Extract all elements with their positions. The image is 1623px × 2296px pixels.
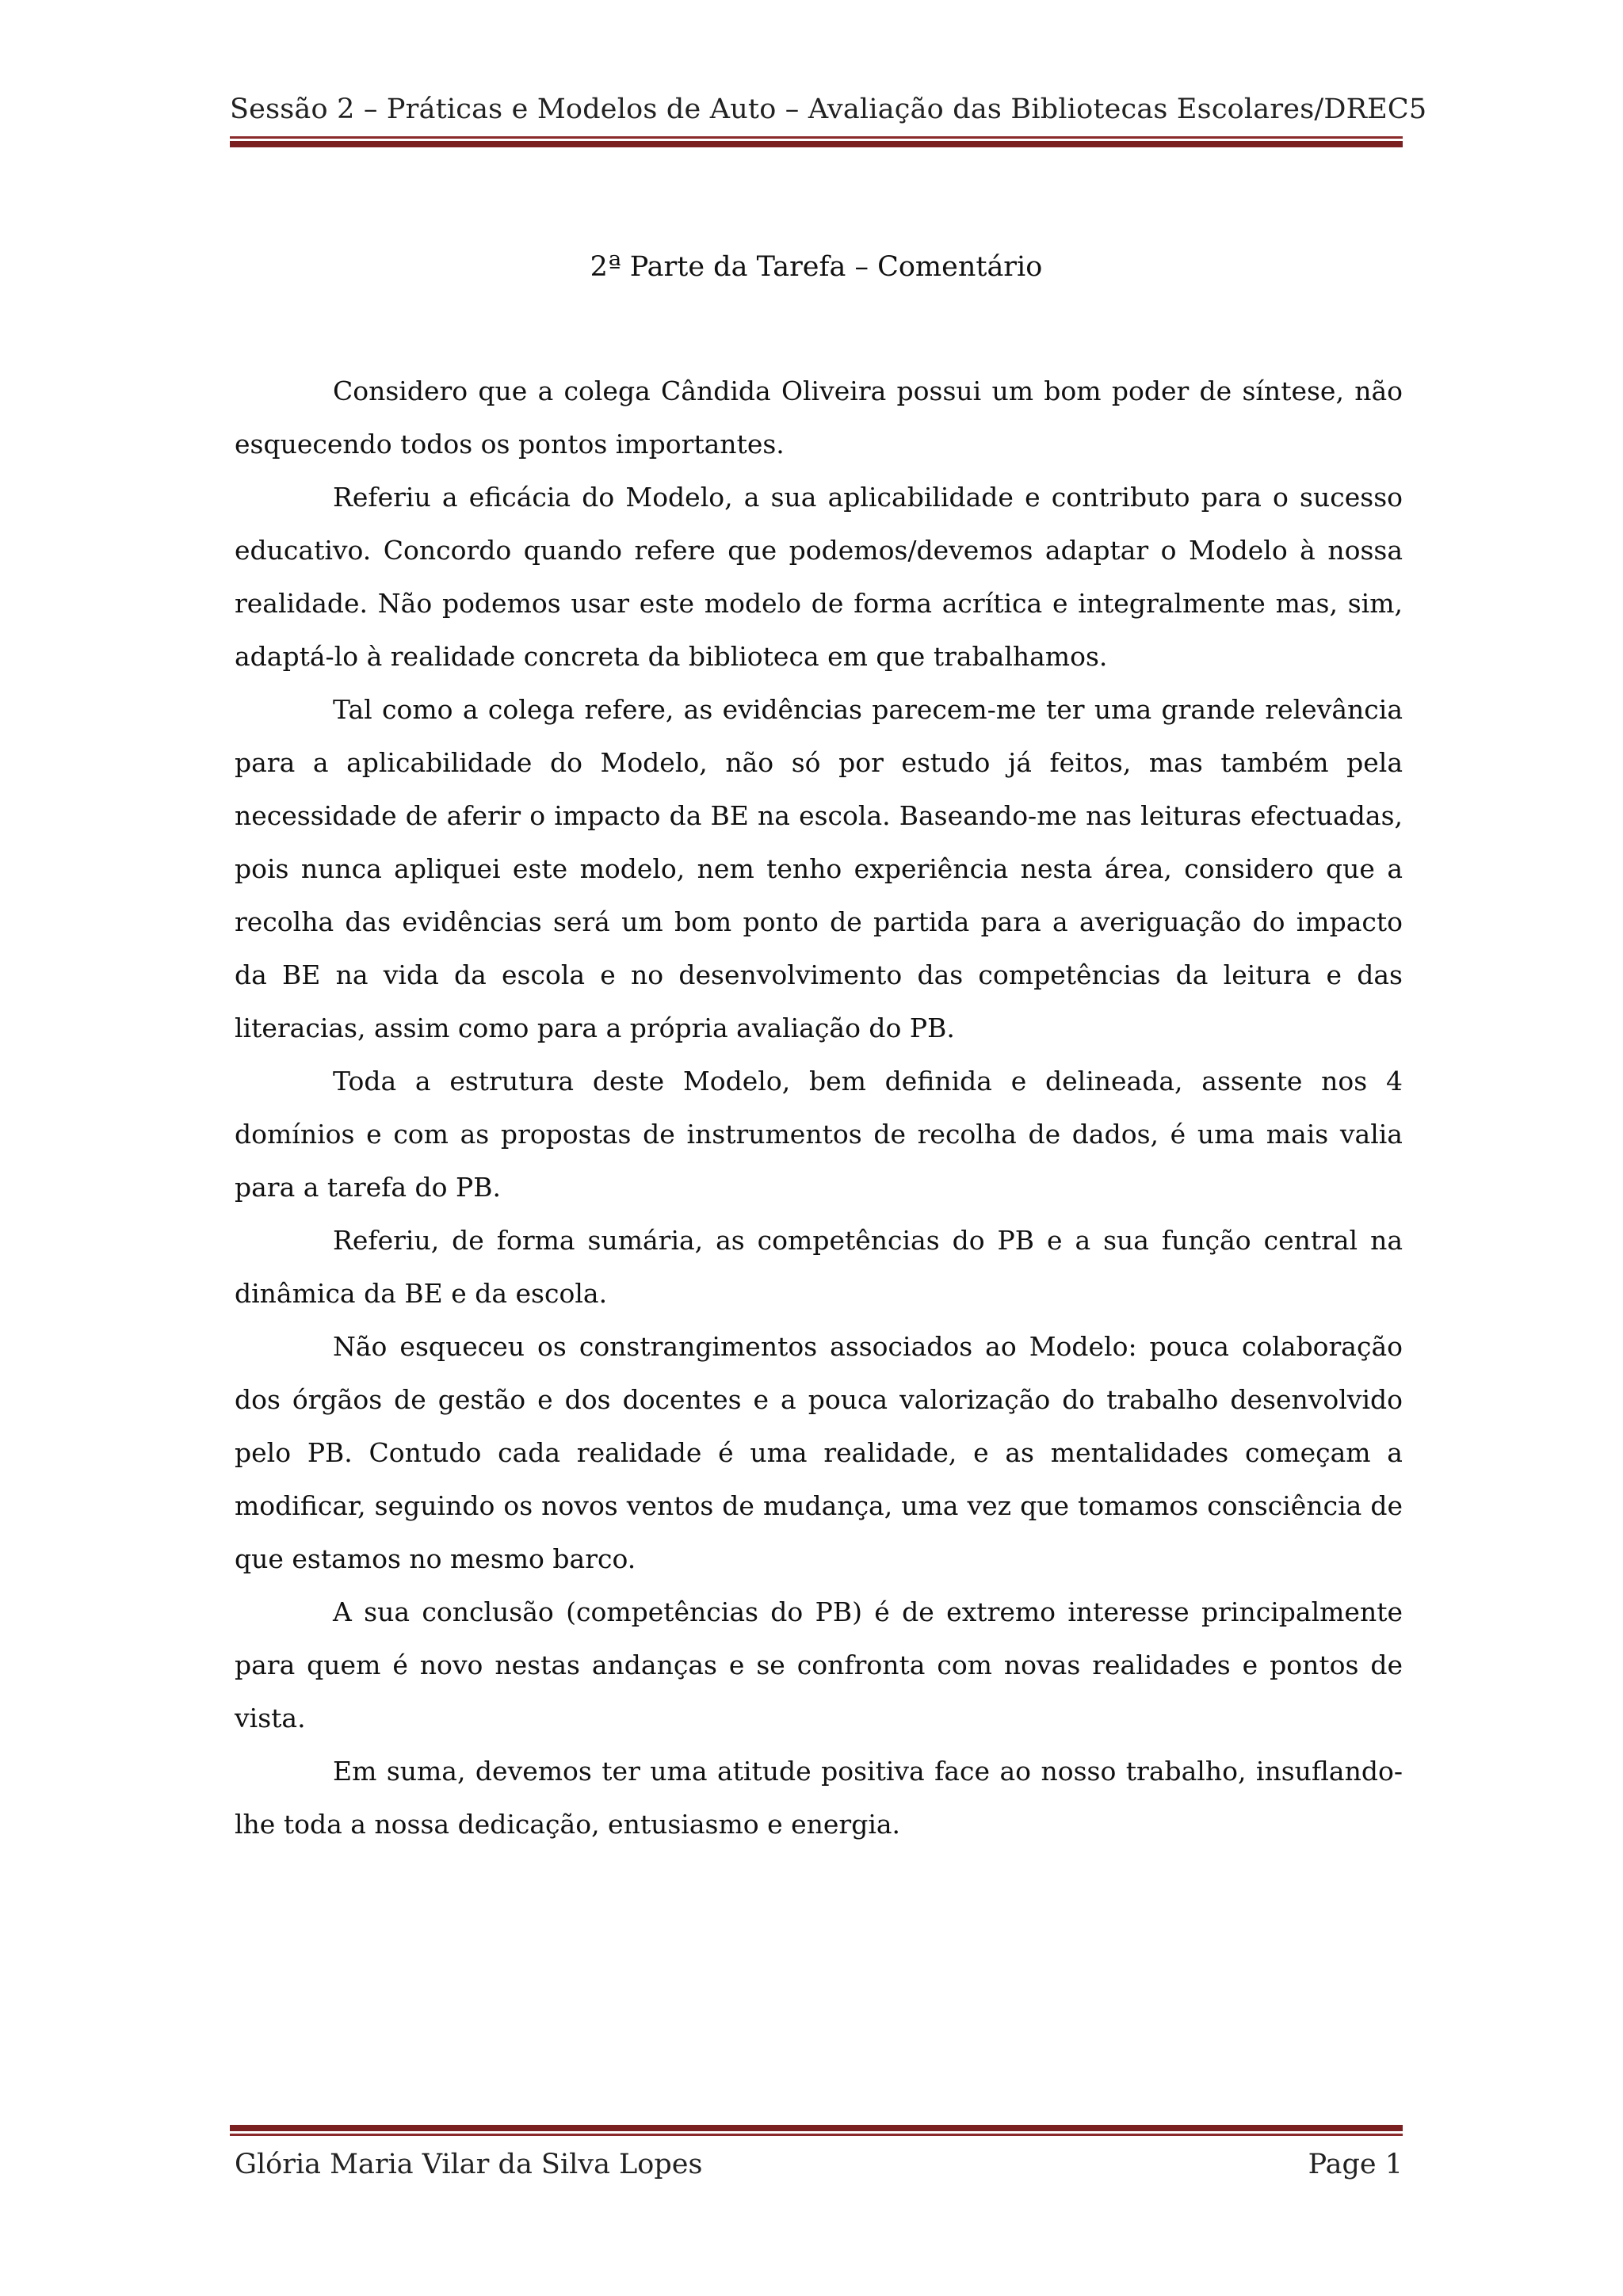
paragraph-3: Tal como a colega refere, as evidências parecem-me ter uma grande relevância para a aplicabilidade do Modelo, não só por estudo já feitos, mas também pela necessidade de aferir o impacto da BE na escola. Baseando-me nas leituras efectuadas, pois nunca apliquei este modelo, nem tenho experiência nesta área, considero que a recolha das evidências será um bom ponto de partida para a averiguação do impacto da BE na vida da escola e no desenvolvimento das competências da leitura e das literacias, assim como para a própria avaliação do PB. <box>235 694 1403 1043</box>
header-rule-thin <box>230 136 1403 139</box>
document-body <box>235 364 1403 1851</box>
footer-rule-thick <box>230 2125 1403 2131</box>
paragraph-1: Considero que a colega Cândida Oliveira possui um bom poder de síntese, não esquecendo todos os pontos importantes. <box>235 376 1403 460</box>
footer-rule-thin <box>230 2134 1403 2136</box>
paragraph-6: Não esqueceu os constrangimentos associados ao Modelo: pouca colaboração dos órgãos de gestão e dos docentes e a pouca valorização do trabalho desenvolvido pelo PB. Contudo cada realidade é uma realidade, e as mentalidades começam a modificar, seguindo os novos ventos de mudança, uma vez que tomamos consciência de que estamos no mesmo barco. <box>235 1331 1403 1574</box>
page-number: Page 1 <box>1308 2149 1403 2180</box>
paragraph-7: A sua conclusão (competências do PB) é de extremo interesse principalmente para quem é novo nestas andanças e se confronta com novas realidades e pontos de vista. <box>235 1596 1403 1733</box>
header-rule-thick <box>230 141 1403 147</box>
paragraph-5: Referiu, de forma sumária, as competências do PB e a sua função central na dinâmica da BE e da escola. <box>235 1225 1403 1309</box>
footer-author: Glória Maria Vilar da Silva Lopes <box>235 2149 703 2180</box>
paragraph-8: Em suma, devemos ter uma atitude positiva face ao nosso trabalho, insuflando-lhe toda a nossa dedicação, entusiasmo e energia. <box>235 1756 1403 1840</box>
paragraph-4: Toda a estrutura deste Modelo, bem definida e delineada, assente nos 4 domínios e com as propostas de instrumentos de recolha de dados, é uma mais valia para a tarefa do PB. <box>235 1066 1403 1203</box>
document-title: 2ª Parte da Tarefa – Comentário <box>590 251 1043 283</box>
paragraph-2: Referiu a eficácia do Modelo, a sua aplicabilidade e contributo para o sucesso educativo. Concordo quando refere que podemos/devemos adaptar o Modelo à nossa realidade. Não podemos usar este modelo de forma acrítica e integralmente mas, sim, adaptá-lo à realidade concreta da biblioteca em que trabalhamos. <box>235 482 1403 672</box>
header-title: Sessão 2 – Práticas e Modelos de Auto – Avaliação das Bibliotecas Escolares/DREC5 <box>230 93 1427 125</box>
